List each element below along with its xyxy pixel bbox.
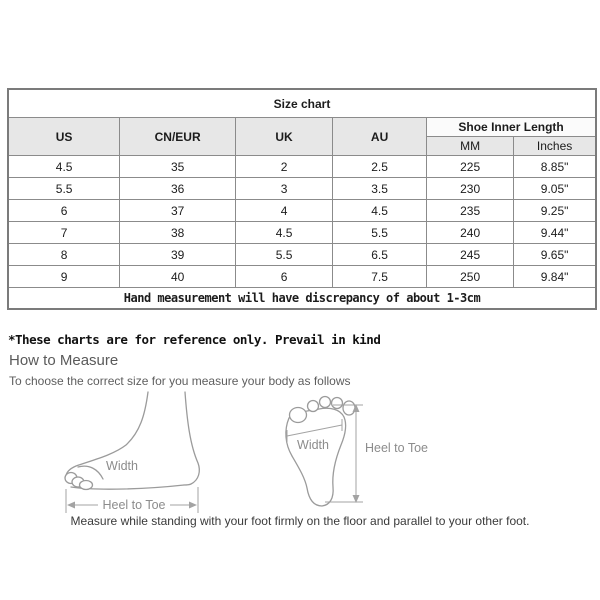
cell-au: 4.5: [333, 200, 427, 222]
cell-uk: 3: [236, 178, 333, 200]
cell-mm: 225: [427, 156, 514, 178]
table-row: [8, 178, 596, 200]
col-header-uk: UK: [236, 118, 333, 156]
footnote-row: [8, 288, 596, 310]
toe-shape: [343, 401, 355, 415]
size-chart-title: Size chart: [8, 89, 596, 118]
cell-cn-eur: 35: [120, 156, 236, 178]
cell-uk: 5.5: [236, 244, 333, 266]
cell-au: 6.5: [333, 244, 427, 266]
cell-us: 5.5: [8, 178, 120, 200]
measure-instruction: Measure while standing with your foot firmly on the floor and parallel to your other foot.: [70, 514, 530, 528]
how-to-measure-heading: How to Measure: [9, 352, 119, 369]
cell-uk: 4.5: [236, 222, 333, 244]
col-header-cn-eur: CN/EUR: [120, 118, 236, 156]
size-chart-footnote: Hand measurement will have discrepancy of about 1-3cm: [8, 288, 596, 310]
cell-au: 2.5: [333, 156, 427, 178]
cell-cn-eur: 38: [120, 222, 236, 244]
cell-inches: 9.84": [514, 266, 596, 288]
cell-inches: 9.44": [514, 222, 596, 244]
cell-us: 8: [8, 244, 120, 266]
left-arrowhead-icon: [67, 502, 75, 509]
cell-uk: 4: [236, 200, 333, 222]
cell-inches: 9.65": [514, 244, 596, 266]
cell-us: 4.5: [8, 156, 120, 178]
col-header-shoe-inner-length: Shoe Inner Length: [427, 118, 596, 137]
table-row: [8, 222, 596, 244]
cell-inches: 8.85": [514, 156, 596, 178]
size-chart-table: [7, 88, 597, 310]
cell-cn-eur: 36: [120, 178, 236, 200]
table-row: [8, 244, 596, 266]
cell-cn-eur: 37: [120, 200, 236, 222]
cell-mm: 250: [427, 266, 514, 288]
how-to-measure-subheading: To choose the correct size for you measure your body as follows: [9, 374, 351, 388]
cell-us: 9: [8, 266, 120, 288]
toe-shape: [80, 481, 93, 490]
cell-inches: 9.25": [514, 200, 596, 222]
table-row: [8, 266, 596, 288]
cell-mm: 235: [427, 200, 514, 222]
toe-shape: [320, 397, 331, 408]
cell-mm: 240: [427, 222, 514, 244]
table-row: [8, 200, 596, 222]
footprint-diagram: [283, 388, 458, 516]
cell-au: 7.5: [333, 266, 427, 288]
cell-au: 3.5: [333, 178, 427, 200]
cell-uk: 2: [236, 156, 333, 178]
cell-us: 6: [8, 200, 120, 222]
toe-shape: [332, 398, 343, 409]
side-width-label: Width: [106, 459, 138, 473]
col-header-inches: Inches: [514, 137, 596, 156]
side-heel-to-toe-label: Heel to Toe: [102, 498, 166, 512]
cell-inches: 9.05": [514, 178, 596, 200]
cell-au: 5.5: [333, 222, 427, 244]
cell-uk: 6: [236, 266, 333, 288]
cell-cn-eur: 40: [120, 266, 236, 288]
toe-shape: [308, 401, 319, 412]
footprint-heel-to-toe-label: Heel to Toe: [365, 441, 429, 455]
header-row: [8, 118, 596, 137]
cell-mm: 230: [427, 178, 514, 200]
cell-cn-eur: 39: [120, 244, 236, 266]
title-row: [8, 89, 596, 118]
cell-us: 7: [8, 222, 120, 244]
reference-note: *These charts are for reference only. Prevail in kind: [8, 332, 381, 347]
col-header-mm: MM: [427, 137, 514, 156]
right-arrowhead-icon: [189, 502, 197, 509]
col-header-au: AU: [333, 118, 427, 156]
footprint-width-label: Width: [297, 438, 329, 452]
cell-mm: 245: [427, 244, 514, 266]
foot-side-view-diagram: [58, 390, 213, 517]
table-row: [8, 156, 596, 178]
col-header-us: US: [8, 118, 120, 156]
big-toe-shape: [290, 408, 307, 423]
